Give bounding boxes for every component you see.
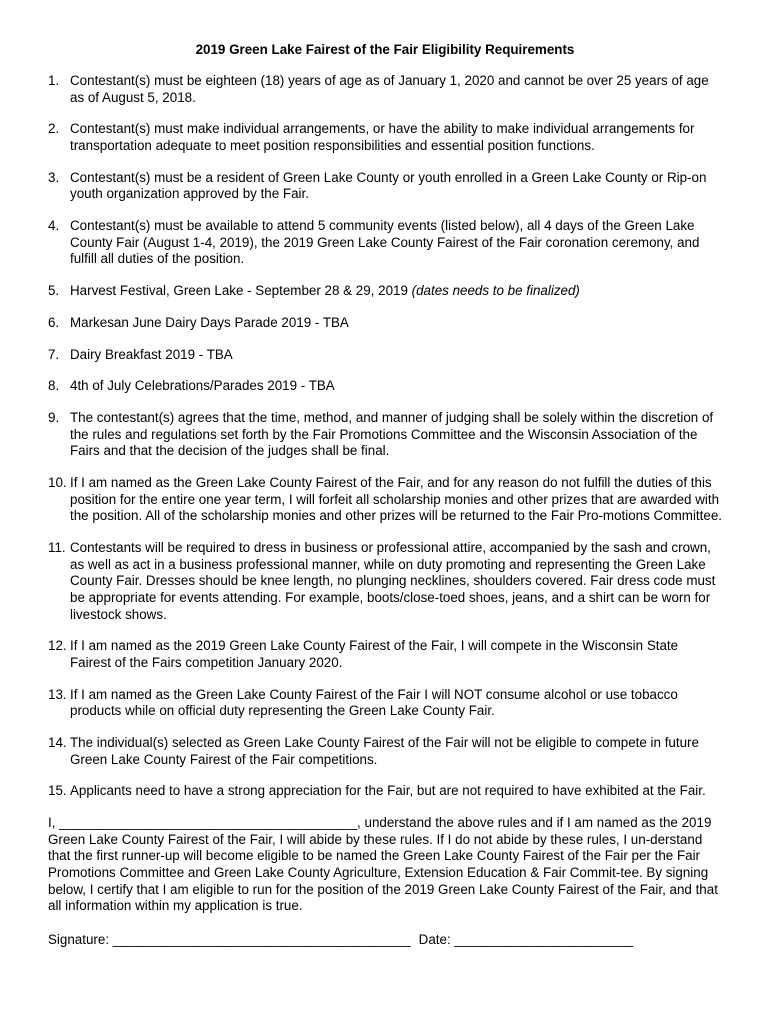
rule-text: If I am named as the Green Lake County Fairest of the Fair, and for any reason do not fulfill the duties of this position for the entire one year term, I will forfeit all scholarship monies and other prizes that are awarded with the position. All of the scholarship monies and other prizes will be returned to the Fair Pro-motions Committee. xyxy=(70,475,722,524)
rule-item xyxy=(48,73,722,106)
rule-number: 10. xyxy=(48,475,67,491)
signature-gap xyxy=(411,932,419,949)
rule-number: 2. xyxy=(48,121,60,137)
rule-text: The contestant(s) agrees that the time, method, and manner of judging shall be solely within the discretion of the rules and regulations set forth by the Fair Promotions Committee and the Wisconsin Association of the Fairs and that the decision of the judges shall be final. xyxy=(70,410,714,459)
rule-number: 5. xyxy=(48,283,60,299)
rule-item xyxy=(48,735,722,768)
rule-text: Contestants will be required to dress in business or professional attire, accompanied by the sash and crown, as well as act in a business professional manner, while on duty promoting and representing the Green Lake County Fair. Dresses should be knee length, no plunging necklines, shoulders covered. Fair dress code must be appropriate for events attending. For example, boots/close-toed shoes, jeans, and a shirt can be worn for livestock shows. xyxy=(70,540,716,622)
rule-text: Contestant(s) must make individual arrangements, or have the ability to make individual arrangements for transportation adequate to meet position responsibilities and essential position functions. xyxy=(70,121,695,153)
rule-item xyxy=(48,540,722,623)
rule-item xyxy=(48,347,722,364)
rule-item xyxy=(48,170,722,203)
document-title: 2019 Green Lake Fairest of the Fair Eligibility Requirements xyxy=(195,42,575,57)
rule-item xyxy=(48,687,722,720)
rule-text: Applicants need to have a strong appreciation for the Fair, but are not required to have exhibited at the Fair. xyxy=(70,783,706,799)
rule-text: The individual(s) selected as Green Lake County Fairest of the Fair will not be eligible to compete in future Green Lake County Fairest of the Fair competitions. xyxy=(70,735,699,767)
rule-number: 9. xyxy=(48,410,60,426)
rule-number: 14. xyxy=(48,735,67,751)
rule-item xyxy=(48,378,722,395)
rule-text: If I am named as the Green Lake County Fairest of the Fair I will NOT consume alcohol or use tobacco products while on official duty representing the Green Lake County Fair. xyxy=(70,686,678,719)
rule-text: Contestant(s) must be eighteen (18) years of age as of January 1, 2020 and cannot be over 25 years of age as of August 5, 2018. xyxy=(70,73,709,105)
rule-item xyxy=(48,315,722,332)
rule-number: 1. xyxy=(48,73,60,88)
date-field[interactable]: Date: ________________________ xyxy=(418,931,634,947)
rule-number: 15. xyxy=(48,783,67,799)
rule-text: Contestant(s) must be available to attend 5 community events (listed below), all 4 days of the Green Lake County Fair (August 1-4, 2019), the 2019 Green Lake County Fairest of the Fair coronation ceremony, and fulfill all duties of the position. xyxy=(70,218,700,267)
signature-row xyxy=(48,932,722,949)
rule-note: (dates needs to be finalized) xyxy=(411,283,580,299)
rules-list xyxy=(48,73,722,800)
rule-text: 4th of July Celebrations/Parades 2019 - TBA xyxy=(70,378,335,394)
rule-item xyxy=(48,283,722,300)
rule-item xyxy=(48,218,722,268)
rule-text: Markesan June Dairy Days Parade 2019 - TBA xyxy=(70,314,349,330)
rule-item xyxy=(48,475,722,525)
rule-item xyxy=(48,410,722,460)
rule-number: 12. xyxy=(48,638,67,654)
rule-item xyxy=(48,121,722,154)
rule-number: 3. xyxy=(48,169,60,185)
rule-number: 6. xyxy=(48,314,60,330)
rule-number: 8. xyxy=(48,378,60,394)
rule-text: Harvest Festival, Green Lake - September 28 & 29, 2019 xyxy=(70,283,412,299)
rule-number: 13. xyxy=(48,686,67,702)
rule-text: If I am named as the 2019 Green Lake County Fairest of the Fair, I will compete in the Wisconsin State Fairest of the Fairs competition January 2020. xyxy=(70,638,679,670)
rule-text: Contestant(s) must be a resident of Green Lake County or youth enrolled in a Green Lake County or Rip-on youth organization approved by the Fair. xyxy=(70,169,707,202)
signature-field[interactable]: Signature: ________________________________________ xyxy=(48,931,411,947)
pledge-paragraph: I, ________________________________________, understand the above rules and if I am named as the 2019 Green Lake County Fairest of the Fair, I will abide by these rules. If I do not abide by these rules, I un-derstand that the first runner-up will become eligible to be named the Green Lake County Fairest of the Fair per the Fair Promotions Committee and Green Lake County Agriculture, Extension Education & Fair Commit-tee. By signing below, I certify that I am eligible to run for the position of the 2019 Green Lake County Fairest of the Fair, and that all information within my application is true. xyxy=(48,815,718,914)
rule-number: 7. xyxy=(48,346,60,362)
rule-text: Dairy Breakfast 2019 - TBA xyxy=(70,346,233,362)
rule-item xyxy=(48,783,722,800)
rule-number: 4. xyxy=(48,218,60,234)
rule-text-container xyxy=(70,283,722,300)
rule-number: 11. xyxy=(48,540,66,556)
rule-item xyxy=(48,638,722,671)
